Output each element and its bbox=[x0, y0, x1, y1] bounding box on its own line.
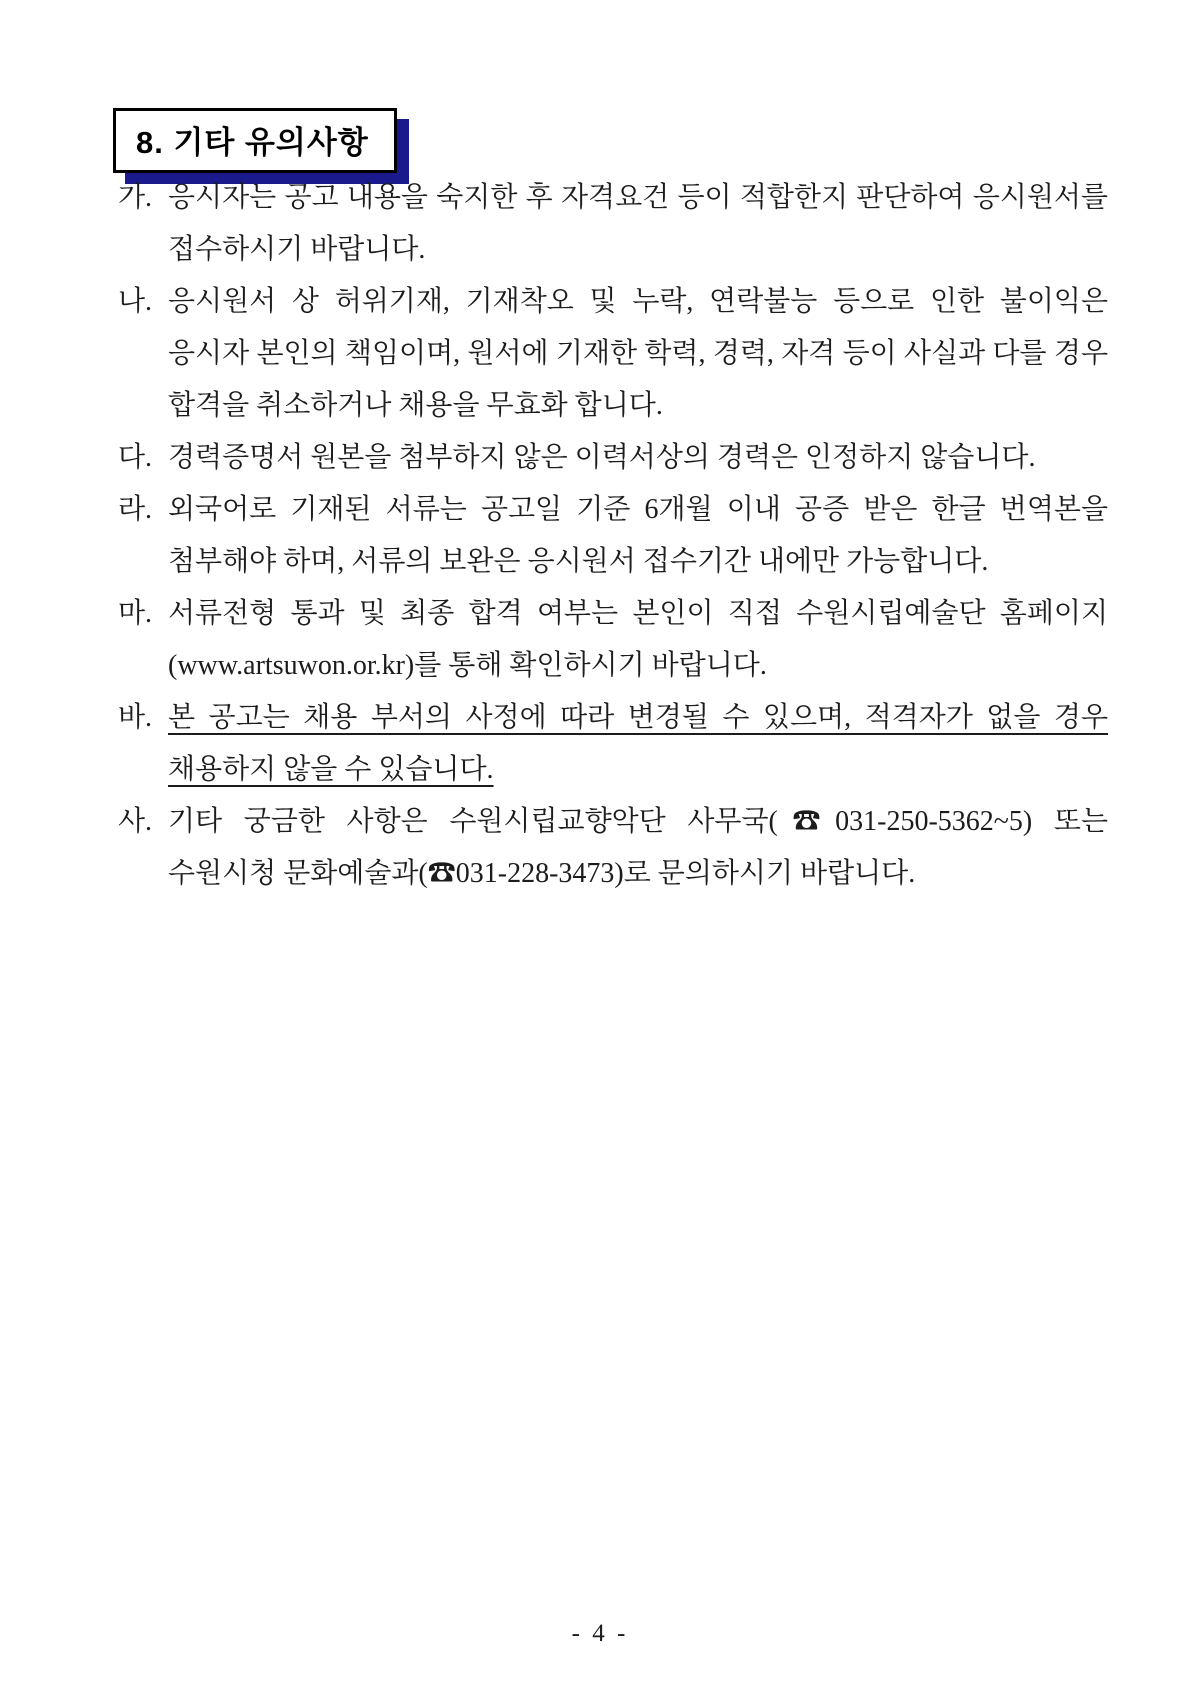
list-item-text: 응시원서 상 허위기재, 기재착오 및 누락, 연락불능 등으로 인한 불이익은 응시자 본인의 책임이며, 원서에 기재한 학력, 경력, 자격 등이 사실과 다를 경우 합격을 취소하거나 채용을 무효화 합니다. bbox=[168, 286, 1108, 421]
section-heading: 8. 기타 유의사항 bbox=[136, 125, 369, 160]
list-item bbox=[118, 484, 1108, 588]
section-heading-box bbox=[113, 108, 397, 173]
list-item bbox=[118, 588, 1108, 692]
list-item-text: 본 공고는 채용 부서의 사정에 따라 변경될 수 있으며, 적격자가 없을 경우 채용하지 않을 수 있습니다. bbox=[168, 702, 1108, 785]
list-item-text: 응시자는 공고 내용을 숙지한 후 자격요건 등이 적합한지 판단하여 응시원서를 접수하시기 바랍니다. bbox=[168, 182, 1108, 265]
list-item bbox=[118, 172, 1108, 276]
notes-list bbox=[118, 172, 1108, 900]
list-item bbox=[118, 276, 1108, 432]
list-item-marker: 마. bbox=[118, 598, 153, 629]
list-item-underlined bbox=[118, 692, 1108, 796]
list-item-marker: 사. bbox=[118, 806, 153, 837]
list-item-marker: 다. bbox=[118, 442, 153, 473]
list-item-text: 외국어로 기재된 서류는 공고일 기준 6개월 이내 공증 받은 한글 번역본을 첨부해야 하며, 서류의 보완은 응시원서 접수기간 내에만 가능합니다. bbox=[168, 494, 1108, 577]
list-item-text: 서류전형 통과 및 최종 합격 여부는 본인이 직접 수원시립예술단 홈페이지(www.artsuwon.or.kr)를 통해 확인하시기 바랍니다. bbox=[168, 598, 1108, 681]
list-item-text: 기타 궁금한 사항은 수원시립교향악단 사무국(☎031-250-5362~5) 또는 수원시청 문화예술과(☎031-228-3473)로 문의하시기 바랍니다. bbox=[168, 806, 1108, 889]
list-item-marker: 나. bbox=[118, 286, 153, 317]
list-item-marker: 라. bbox=[118, 494, 153, 525]
list-item-marker: 가. bbox=[118, 182, 153, 213]
list-item bbox=[118, 796, 1108, 900]
list-item-marker: 바. bbox=[118, 702, 153, 733]
list-item bbox=[118, 432, 1108, 484]
list-item-text: 경력증명서 원본을 첨부하지 않은 이력서상의 경력은 인정하지 않습니다. bbox=[168, 442, 1036, 473]
page-number: - 4 - bbox=[571, 1620, 629, 1647]
